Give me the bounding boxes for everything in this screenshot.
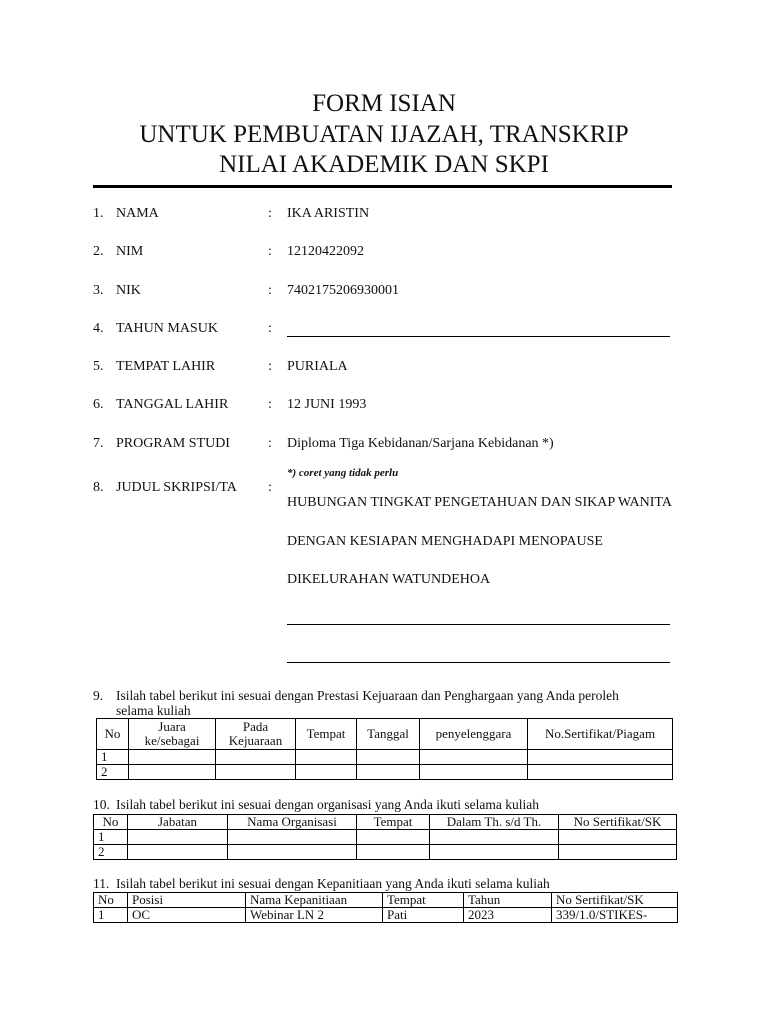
table-cell[interactable]: 339/1.0/STIKES- xyxy=(552,908,678,923)
field-label-program-studi: PROGRAM STUDI xyxy=(116,436,230,451)
column-header: Jabatan xyxy=(128,815,228,830)
column-header: Tempat xyxy=(296,719,357,750)
field-value-nama[interactable]: IKA ARISTIN xyxy=(287,206,370,221)
table-row xyxy=(94,908,678,923)
table-cell[interactable] xyxy=(420,750,528,765)
field-colon: : xyxy=(268,397,272,412)
table-row xyxy=(97,750,673,765)
organization-table xyxy=(93,814,677,860)
field-colon: : xyxy=(268,480,272,495)
field-colon: : xyxy=(268,436,272,451)
field-colon: : xyxy=(268,321,272,336)
column-header: No.Sertifikat/Piagam xyxy=(528,719,673,750)
table-cell[interactable] xyxy=(228,845,357,860)
field-number: 6. xyxy=(93,397,104,412)
thesis-blank-line[interactable] xyxy=(287,624,670,625)
column-header: penyelenggara xyxy=(420,719,528,750)
table-cell[interactable] xyxy=(128,845,228,860)
form-title: FORM ISIAN xyxy=(312,90,456,117)
field-blank-tahun-masuk[interactable] xyxy=(287,336,670,337)
field-number: 8. xyxy=(93,480,104,495)
table-cell[interactable] xyxy=(357,830,430,845)
field-number: 5. xyxy=(93,359,104,374)
field-number: 7. xyxy=(93,436,104,451)
section-9-instruction: Isilah tabel berikut ini sesuai dengan Prestasi Kejuaraan dan Penghargaan yang Anda peroleh xyxy=(116,688,619,703)
table-row xyxy=(94,845,677,860)
table-cell[interactable] xyxy=(528,765,673,780)
section-number: 11. xyxy=(93,876,110,891)
field-value-program-studi[interactable]: Diploma Tiga Kebidanan/Sarjana Kebidanan *) xyxy=(287,436,554,451)
table-cell[interactable] xyxy=(216,750,296,765)
table-cell[interactable]: OC xyxy=(128,908,246,923)
table-cell: 1 xyxy=(94,908,128,923)
thesis-title-line[interactable]: HUBUNGAN TINGKAT PENGETAHUAN DAN SIKAP WANITA xyxy=(287,495,672,510)
column-header: Juara ke/sebagai xyxy=(129,719,216,750)
table-cell[interactable] xyxy=(129,750,216,765)
table-cell[interactable] xyxy=(357,845,430,860)
achievement-table xyxy=(96,718,673,780)
field-label-tempat-lahir: TEMPAT LAHIR xyxy=(116,359,216,374)
table-cell[interactable] xyxy=(357,765,420,780)
column-header: No Sertifikat/SK xyxy=(552,893,678,908)
table-cell[interactable] xyxy=(296,750,357,765)
column-header: No xyxy=(94,893,128,908)
field-label-judul-skripsi: JUDUL SKRIPSI/TA xyxy=(116,480,237,495)
table-cell[interactable]: Pati xyxy=(383,908,464,923)
section-number: 10. xyxy=(93,797,110,812)
column-header: Posisi xyxy=(128,893,246,908)
column-header: Tempat xyxy=(383,893,464,908)
table-cell[interactable] xyxy=(129,765,216,780)
field-value-tempat-lahir[interactable]: PURIALA xyxy=(287,359,348,374)
table-cell[interactable] xyxy=(528,750,673,765)
table-cell[interactable] xyxy=(296,765,357,780)
form-subtitle-line-2: NILAI AKADEMIK DAN SKPI xyxy=(219,151,549,178)
table-cell[interactable] xyxy=(357,750,420,765)
table-row xyxy=(97,765,673,780)
field-label-tanggal-lahir: TANGGAL LAHIR xyxy=(116,397,229,412)
table-cell[interactable]: Webinar LN 2 xyxy=(246,908,383,923)
table-cell[interactable] xyxy=(559,845,677,860)
field-value-nik[interactable]: 7402175206930001 xyxy=(287,283,399,298)
field-value-nim[interactable]: 12120422092 xyxy=(287,244,364,259)
thesis-blank-line[interactable] xyxy=(287,662,670,663)
field-number: 2. xyxy=(93,244,104,259)
thesis-title-line[interactable]: DENGAN KESIAPAN MENGHADAPI MENOPAUSE xyxy=(287,534,603,549)
column-header: Pada Kejuaraan xyxy=(216,719,296,750)
footnote-strike: *) coret yang tidak perlu xyxy=(287,467,399,479)
committee-table xyxy=(93,892,678,923)
field-number: 4. xyxy=(93,321,104,336)
table-cell[interactable] xyxy=(430,845,559,860)
field-number: 3. xyxy=(93,283,104,298)
field-label-nim: NIM xyxy=(116,244,144,259)
field-label-nama: NAMA xyxy=(116,206,159,221)
table-cell: 1 xyxy=(94,830,128,845)
field-number: 1. xyxy=(93,206,104,221)
column-header: No xyxy=(94,815,128,830)
field-colon: : xyxy=(268,359,272,374)
section-number: 9. xyxy=(93,688,104,703)
table-cell[interactable] xyxy=(216,765,296,780)
field-colon: : xyxy=(268,244,272,259)
table-cell[interactable] xyxy=(228,830,357,845)
section-11-instruction: Isilah tabel berikut ini sesuai dengan Kepanitiaan yang Anda ikuti selama kuliah xyxy=(116,876,550,891)
table-cell[interactable]: 2023 xyxy=(464,908,552,923)
table-header-row xyxy=(94,893,678,908)
column-header: Dalam Th. s/d Th. xyxy=(430,815,559,830)
table-header-row xyxy=(97,719,673,750)
table-header-row xyxy=(94,815,677,830)
thesis-title-line[interactable]: DIKELURAHAN WATUNDEHOA xyxy=(287,572,491,587)
table-cell: 2 xyxy=(97,765,129,780)
field-colon: : xyxy=(268,206,272,221)
column-header: Tahun xyxy=(464,893,552,908)
field-colon: : xyxy=(268,283,272,298)
table-cell: 2 xyxy=(94,845,128,860)
table-row xyxy=(94,830,677,845)
field-value-tanggal-lahir[interactable]: 12 JUNI 1993 xyxy=(287,397,367,412)
column-header: Nama Kepanitiaan xyxy=(246,893,383,908)
field-label-nik: NIK xyxy=(116,283,141,298)
column-header: No xyxy=(97,719,129,750)
table-cell[interactable] xyxy=(430,830,559,845)
form-subtitle-line-1: UNTUK PEMBUATAN IJAZAH, TRANSKRIP xyxy=(139,121,629,148)
column-header: Tanggal xyxy=(357,719,420,750)
column-header: Tempat xyxy=(357,815,430,830)
field-label-tahun-masuk: TAHUN MASUK xyxy=(116,321,218,336)
table-cell[interactable] xyxy=(559,830,677,845)
section-10-instruction: Isilah tabel berikut ini sesuai dengan organisasi yang Anda ikuti selama kuliah xyxy=(116,797,540,812)
column-header: Nama Organisasi xyxy=(228,815,357,830)
column-header: No Sertifikat/SK xyxy=(559,815,677,830)
table-cell[interactable] xyxy=(420,765,528,780)
table-cell[interactable] xyxy=(128,830,228,845)
table-cell: 1 xyxy=(97,750,129,765)
section-9-instruction-cont: selama kuliah xyxy=(116,703,191,718)
header-divider xyxy=(93,185,672,188)
